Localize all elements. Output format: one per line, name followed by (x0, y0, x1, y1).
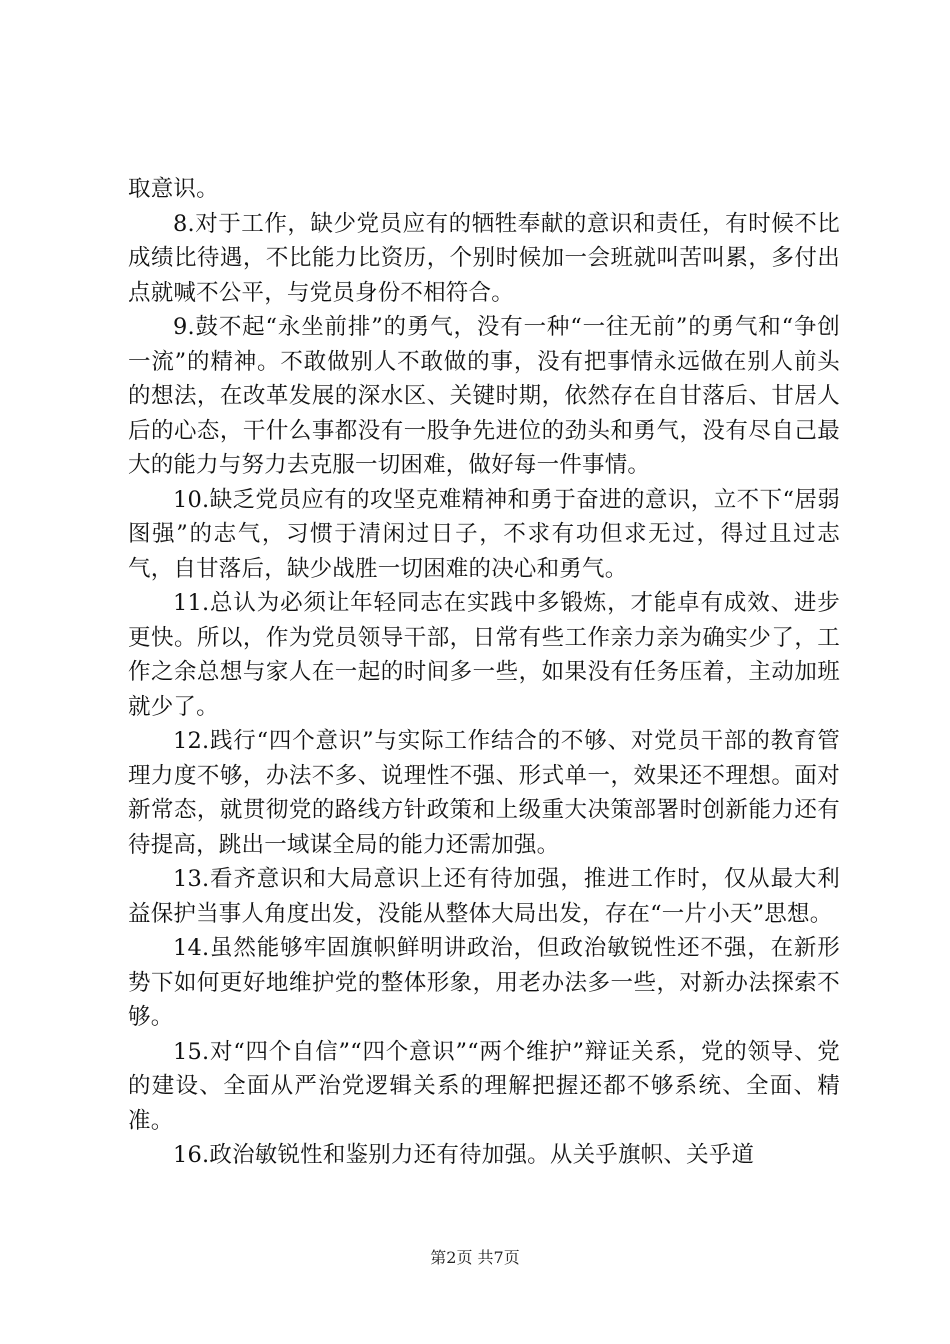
paragraph-continuation: 取意识。 (128, 176, 219, 202)
paragraph-item-8: 8.对于工作，缺少党员应有的牺牲奉献的意识和责任，有时候不比成绩比待遇，不比能力比资历，个别时候加一会班就叫苦叫累，多付出点就喊不公平，与党员身份不相符合。 (128, 210, 840, 306)
paragraph-item-11: 11.总认为必须让年轻同志在实践中多锻炼，才能卓有成效、进步更快。所以，作为党员领导干部，日常有些工作亲力亲为确实少了，工作之余总想与家人在一起的时间多一些，如果没有任务压着，主动加班就少了。 (128, 590, 840, 720)
document-body (128, 172, 840, 1173)
paragraph-item-14: 14.虽然能够牢固旗帜鲜明讲政治，但政治敏锐性还不强，在新形势下如何更好地维护党的整体形象，用老办法多一些，对新办法探索不够。 (128, 935, 840, 1030)
paragraph-item-15: 15.对“四个自信”“四个意识”“两个维护”辩证关系，党的领导、党的建设、全面从严治党逻辑关系的理解把握还都不够系统、全面、精准。 (128, 1038, 840, 1134)
paragraph-item-9: 9.鼓不起“永坐前排”的勇气，没有一种“一往无前”的勇气和“争创一流”的精神。不敢做别人不敢做的事，没有把事情永远做在别人前头的想法，在改革发展的深水区、关键时期，依然存在自甘落后、甘居人后的心态，干什么事都没有一股争先进位的劲头和勇气，没有尽自己最大的能力与努力去克服一切困难，做好每一件事情。 (128, 314, 840, 478)
paragraph-item-12: 12.践行“四个意识”与实际工作结合的不够、对党员干部的教育管理力度不够，办法不多、说理性不强、形式单一，效果还不理想。面对新常态，就贯彻党的路线方针政策和上级重大决策部署时创新能力还有待提高，跳出一域谋全局的能力还需加强。 (128, 728, 840, 858)
page-number-footer: 第2页 共7页 (430, 1248, 520, 1267)
paragraph-item-16: 16.政治敏锐性和鉴别力还有待加强。从关乎旗帜、关乎道 (173, 1142, 755, 1168)
paragraph-item-13: 13.看齐意识和大局意识上还有待加强，推进工作时，仅从最大利益保护当事人角度出发，没能从整体大局出发，存在“一片小天”思想。 (128, 866, 840, 927)
paragraph-item-10: 10.缺乏党员应有的攻坚克难精神和勇于奋进的意识，立不下“居弱图强”的志气，习惯于清闲过日子，不求有功但求无过，得过且过志气，自甘落后，缺少战胜一切困难的决心和勇气。 (128, 486, 840, 582)
